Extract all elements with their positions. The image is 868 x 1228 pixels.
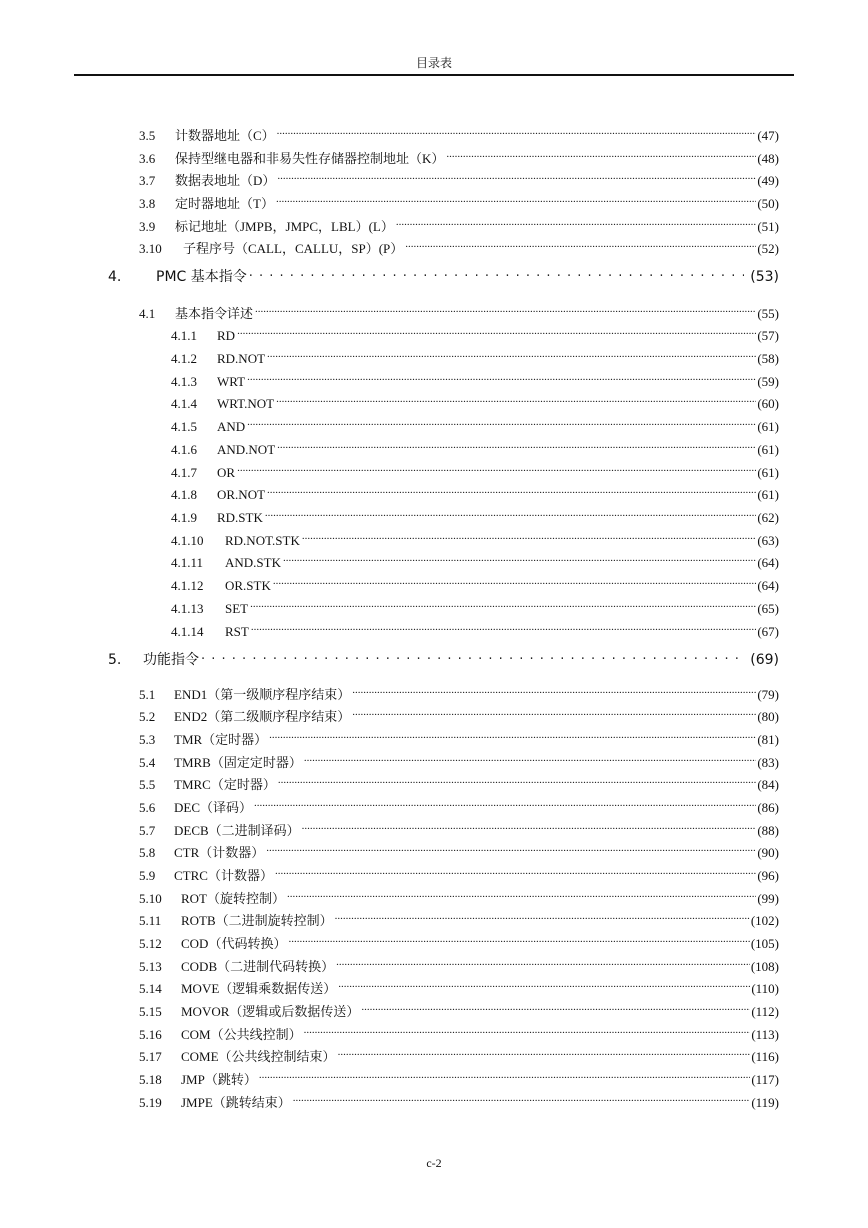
- toc-leader-dots: [251, 618, 756, 636]
- toc-leader-dots: [276, 190, 756, 208]
- toc-entry[interactable]: [171, 459, 779, 480]
- toc-entry-number: 5.18: [139, 1072, 162, 1087]
- toc-entry-number: 4.1: [139, 306, 156, 321]
- toc-entry-title: WRT: [217, 374, 246, 389]
- toc-entry[interactable]: [139, 907, 779, 928]
- toc-entry-page: (64): [757, 555, 779, 570]
- toc-entry-title: TMRC（定时器）: [174, 777, 276, 792]
- toc-leader-dots: [237, 322, 756, 340]
- toc-entry-number: 4.1.10: [171, 533, 204, 548]
- toc-entry-title: 数据表地址（D）: [175, 173, 276, 188]
- toc-entry-page: (83): [757, 755, 779, 770]
- toc-entry-title: OR.NOT: [217, 487, 266, 502]
- toc-chapter[interactable]: [108, 263, 779, 283]
- toc-entry-number: 5.8: [139, 845, 156, 860]
- toc-entry-title: JMPE（跳转结束）: [181, 1095, 291, 1110]
- toc-entry-page: (61): [757, 442, 779, 457]
- toc-entry-number: 5.9: [139, 868, 156, 883]
- toc-entry-page: (51): [757, 219, 779, 234]
- toc-entry-title: CTRC（计数器）: [174, 868, 273, 883]
- toc-entry-title: COME（公共线控制结束）: [181, 1049, 336, 1064]
- toc-leader-dots: [249, 263, 745, 281]
- toc-entry-number: 4.1.11: [171, 555, 204, 570]
- toc-leader-dots: [273, 572, 756, 590]
- toc-entry-page: (59): [757, 374, 779, 389]
- toc-entry-page: (61): [757, 419, 779, 434]
- toc-entry-title: SET: [225, 601, 249, 616]
- toc-entry-number: 4.1.13: [171, 601, 204, 616]
- toc-leader-dots: [277, 167, 756, 185]
- toc-chapter-page: (69): [750, 652, 779, 668]
- toc-leader-dots: [338, 975, 750, 993]
- toc-entry-page: (52): [757, 241, 779, 256]
- toc-entry[interactable]: [171, 481, 779, 502]
- toc-entry[interactable]: [139, 998, 779, 1019]
- toc-entry-title: 基本指令详述: [175, 306, 254, 321]
- toc-entry-title: COD（代码转换）: [181, 936, 287, 951]
- toc-entry-title: 保持型继电器和非易失性存储器控制地址（K）: [175, 151, 445, 166]
- toc-entry-number: 5.14: [139, 981, 162, 996]
- toc-entry[interactable]: [139, 726, 779, 747]
- toc-entry-title: END1（第一级顺序程序结束）: [174, 687, 351, 702]
- toc-chapter-number: 4.: [108, 269, 122, 285]
- toc-entry[interactable]: [139, 749, 779, 770]
- toc-entry[interactable]: [139, 235, 779, 256]
- toc-leader-dots: [338, 1043, 751, 1061]
- toc-entry-title: RD.NOT.STK: [225, 533, 300, 548]
- toc-entry[interactable]: [139, 839, 779, 860]
- toc-entry-number: 5.2: [139, 709, 156, 724]
- toc-leader-dots: [275, 862, 756, 880]
- toc-entry[interactable]: [139, 885, 779, 906]
- toc-entry-page: (102): [750, 913, 779, 928]
- toc-entry[interactable]: [171, 504, 779, 525]
- toc-entry-page: (50): [757, 196, 779, 211]
- toc-entry[interactable]: [171, 322, 779, 343]
- toc-leader-dots: [293, 1089, 751, 1107]
- toc-chapter-number: 5.: [108, 652, 122, 668]
- toc-entry-page: (119): [751, 1095, 779, 1110]
- toc-leader-dots: [304, 749, 756, 767]
- toc-entry[interactable]: [139, 817, 779, 838]
- toc-entry-page: (47): [757, 128, 779, 143]
- toc-entry-page: (61): [757, 487, 779, 502]
- toc-entry[interactable]: [139, 167, 779, 188]
- toc-entry[interactable]: [139, 122, 779, 143]
- toc-entry[interactable]: [171, 527, 779, 548]
- toc-entry-title: ROTB（二进制旋转控制）: [181, 913, 333, 928]
- toc-entry[interactable]: [139, 1021, 779, 1042]
- toc-entry[interactable]: [139, 145, 779, 166]
- toc-entry-number: 5.10: [139, 891, 162, 906]
- toc-entry[interactable]: [171, 549, 779, 570]
- toc-entry-number: 4.1.4: [171, 396, 197, 411]
- toc-entry-number: 4.1.1: [171, 328, 197, 343]
- toc-entry-title: RD: [217, 328, 236, 343]
- toc-leader-dots: [255, 300, 756, 318]
- toc-entry[interactable]: [171, 390, 779, 411]
- toc-leader-dots: [352, 681, 756, 699]
- toc-entry-title: CTR（计数器）: [174, 845, 265, 860]
- page-number: c-2: [426, 1156, 442, 1170]
- toc-entry-page: (60): [757, 396, 779, 411]
- toc-entry[interactable]: [139, 794, 779, 815]
- toc-leader-dots: [278, 771, 756, 789]
- toc-entry[interactable]: [139, 213, 779, 234]
- toc-entry-title: RD.STK: [217, 510, 263, 525]
- toc-entry-title: RST: [225, 624, 249, 639]
- toc-leader-dots: [446, 145, 756, 163]
- toc-entry-page: (81): [757, 732, 779, 747]
- toc-leader-dots: [277, 122, 757, 140]
- toc-entry-title: WRT.NOT: [217, 396, 275, 411]
- toc-entry[interactable]: [139, 681, 779, 702]
- toc-entry-title: DEC（译码）: [174, 800, 253, 815]
- toc-entry-title: OR: [217, 465, 236, 480]
- toc-entry-number: 5.13: [139, 959, 162, 974]
- toc-entry-number: 4.1.7: [171, 465, 197, 480]
- toc-entry-page: (80): [757, 709, 779, 724]
- toc-entry-number: 5.12: [139, 936, 162, 951]
- toc-entry-number: 5.11: [139, 913, 162, 928]
- toc-entry-page: (86): [757, 800, 779, 815]
- toc-leader-dots: [265, 504, 756, 522]
- toc-entry-page: (49): [757, 173, 779, 188]
- toc-entry-number: 5.4: [139, 755, 156, 770]
- toc-entry-title: TMR（定时器）: [174, 732, 268, 747]
- toc-entry-title: JMP（跳转）: [181, 1072, 257, 1087]
- toc-entry-number: 3.9: [139, 219, 156, 234]
- toc-entry-number: 3.10: [139, 241, 162, 256]
- toc-entry-number: 3.5: [139, 128, 156, 143]
- toc-entry[interactable]: [139, 975, 779, 996]
- toc-entry-number: 5.17: [139, 1049, 162, 1064]
- toc-leader-dots: [237, 459, 756, 477]
- toc-leader-dots: [276, 390, 756, 408]
- toc-leader-dots: [304, 1021, 751, 1039]
- toc-leader-dots: [396, 213, 756, 231]
- toc-leader-dots: [405, 235, 756, 253]
- toc-entry-number: 3.8: [139, 196, 156, 211]
- toc-entry[interactable]: [171, 368, 779, 389]
- toc-entry-title: AND.STK: [225, 555, 281, 570]
- toc-entry-page: (88): [757, 823, 779, 838]
- toc-chapter-title: PMC 基本指令: [156, 269, 247, 285]
- toc-entry-page: (105): [750, 936, 779, 951]
- toc-entry-number: 3.7: [139, 173, 156, 188]
- toc-entry[interactable]: [139, 930, 779, 951]
- toc-entry-page: (112): [751, 1004, 779, 1019]
- toc-entry[interactable]: [139, 771, 779, 792]
- toc-entry-number: 4.1.8: [171, 487, 197, 502]
- toc-entry[interactable]: [139, 862, 779, 883]
- toc-entry-title: MOVOR（逻辑或后数据传送）: [181, 1004, 360, 1019]
- toc-entry-number: 5.19: [139, 1095, 162, 1110]
- toc-entry-number: 5.15: [139, 1004, 162, 1019]
- toc-entry-page: (113): [751, 1027, 779, 1042]
- toc-entry-page: (116): [751, 1049, 779, 1064]
- toc-leader-dots: [254, 794, 756, 812]
- toc-entry-title: DECB（二进制译码）: [174, 823, 300, 838]
- toc-entry-page: (117): [751, 1072, 779, 1087]
- toc-entry[interactable]: [139, 1066, 779, 1087]
- toc-entry-page: (48): [757, 151, 779, 166]
- toc-entry-title: TMRB（固定定时器）: [174, 755, 302, 770]
- toc-entry-number: 4.1.2: [171, 351, 197, 366]
- toc-entry-title: END2（第二级顺序程序结束）: [174, 709, 351, 724]
- toc-entry[interactable]: [171, 436, 779, 457]
- toc-entry-page: (67): [757, 624, 779, 639]
- toc-entry[interactable]: [139, 703, 779, 724]
- toc-entry-number: 4.1.6: [171, 442, 197, 457]
- toc-entry[interactable]: [139, 1043, 779, 1064]
- toc-entry-title: 定时器地址（T）: [175, 196, 274, 211]
- toc-entry-title: AND: [217, 419, 246, 434]
- toc-entry-page: (108): [750, 959, 779, 974]
- toc-entry-number: 4.1.14: [171, 624, 204, 639]
- toc-entry-number: 4.1.5: [171, 419, 197, 434]
- toc-entry-page: (96): [757, 868, 779, 883]
- toc-leader-dots: [267, 345, 756, 363]
- toc-entry-page: (58): [757, 351, 779, 366]
- toc-leader-dots: [259, 1066, 750, 1084]
- toc-chapter-title: 功能指令: [143, 652, 199, 668]
- toc-entry-title: ROT（旋转控制）: [181, 891, 286, 906]
- toc-entry-number: 4.1.9: [171, 510, 197, 525]
- toc-chapter[interactable]: [108, 646, 779, 666]
- toc-entry-title: OR.STK: [225, 578, 271, 593]
- toc-leader-dots: [336, 953, 750, 971]
- toc-entry[interactable]: [171, 572, 779, 593]
- toc-leader-dots: [266, 839, 756, 857]
- toc-entry[interactable]: [139, 1089, 779, 1110]
- toc-leader-dots: [250, 595, 756, 613]
- toc-leader-dots: [361, 998, 750, 1016]
- toc-entry-title: RD.NOT: [217, 351, 266, 366]
- toc-entry-title: 计数器地址（C）: [175, 128, 275, 143]
- toc-leader-dots: [287, 885, 756, 903]
- toc-entry-number: 5.5: [139, 777, 156, 792]
- toc-entry-title: COM（公共线控制）: [181, 1027, 302, 1042]
- toc-entry-page: (63): [757, 533, 779, 548]
- toc-entry-title: 标记地址（JMPB，JMPC，LBL）(L）: [175, 219, 394, 234]
- toc-entry-page: (62): [757, 510, 779, 525]
- toc-entry-page: (84): [757, 777, 779, 792]
- toc-entry[interactable]: [171, 413, 779, 434]
- toc-leader-dots: [247, 368, 756, 386]
- toc-entry-title: MOVE（逻辑乘数据传送）: [181, 981, 337, 996]
- toc-leader-dots: [267, 481, 756, 499]
- toc-entry-page: (110): [751, 981, 779, 996]
- toc-leader-dots: [201, 646, 744, 664]
- toc-entry-page: (64): [757, 578, 779, 593]
- toc-chapter-page: (53): [750, 269, 779, 285]
- toc-entry-title: AND.NOT: [217, 442, 276, 457]
- toc-entry-number: 5.1: [139, 687, 156, 702]
- toc-entry-number: 5.7: [139, 823, 156, 838]
- toc-entry[interactable]: [139, 953, 779, 974]
- toc-leader-dots: [247, 413, 756, 431]
- toc-entry-page: (61): [757, 465, 779, 480]
- toc-entry-page: (55): [757, 306, 779, 321]
- toc-entry-number: 3.6: [139, 151, 156, 166]
- toc-entry[interactable]: [139, 190, 779, 211]
- page-header-title: 目录表: [415, 56, 452, 70]
- toc-entry-number: 5.16: [139, 1027, 162, 1042]
- toc-entry-page: (79): [757, 687, 779, 702]
- toc-entry-number: 4.1.12: [171, 578, 204, 593]
- toc-entry-page: (99): [757, 891, 779, 906]
- toc-entry-page: (90): [757, 845, 779, 860]
- toc-leader-dots: [302, 527, 756, 545]
- toc-leader-dots: [269, 726, 756, 744]
- toc-leader-dots: [335, 907, 750, 925]
- toc-entry[interactable]: [171, 618, 779, 639]
- toc-leader-dots: [352, 703, 756, 721]
- toc-leader-dots: [277, 436, 756, 454]
- toc-entry-title: CODB（二进制代码转换）: [181, 959, 335, 974]
- toc-entry-number: 5.3: [139, 732, 156, 747]
- toc-entry[interactable]: [171, 345, 779, 366]
- toc-leader-dots: [283, 549, 756, 567]
- toc-leader-dots: [288, 930, 749, 948]
- toc-entry-number: 4.1.3: [171, 374, 197, 389]
- toc-entry[interactable]: [139, 300, 779, 321]
- toc-entry-page: (65): [757, 601, 779, 616]
- toc-entry-title: 子程序号（CALL，CALLU，SP）(P）: [183, 241, 404, 256]
- toc-leader-dots: [302, 817, 757, 835]
- toc-entry[interactable]: [171, 595, 779, 616]
- toc-entry-page: (57): [757, 328, 779, 343]
- toc-entry-number: 5.6: [139, 800, 156, 815]
